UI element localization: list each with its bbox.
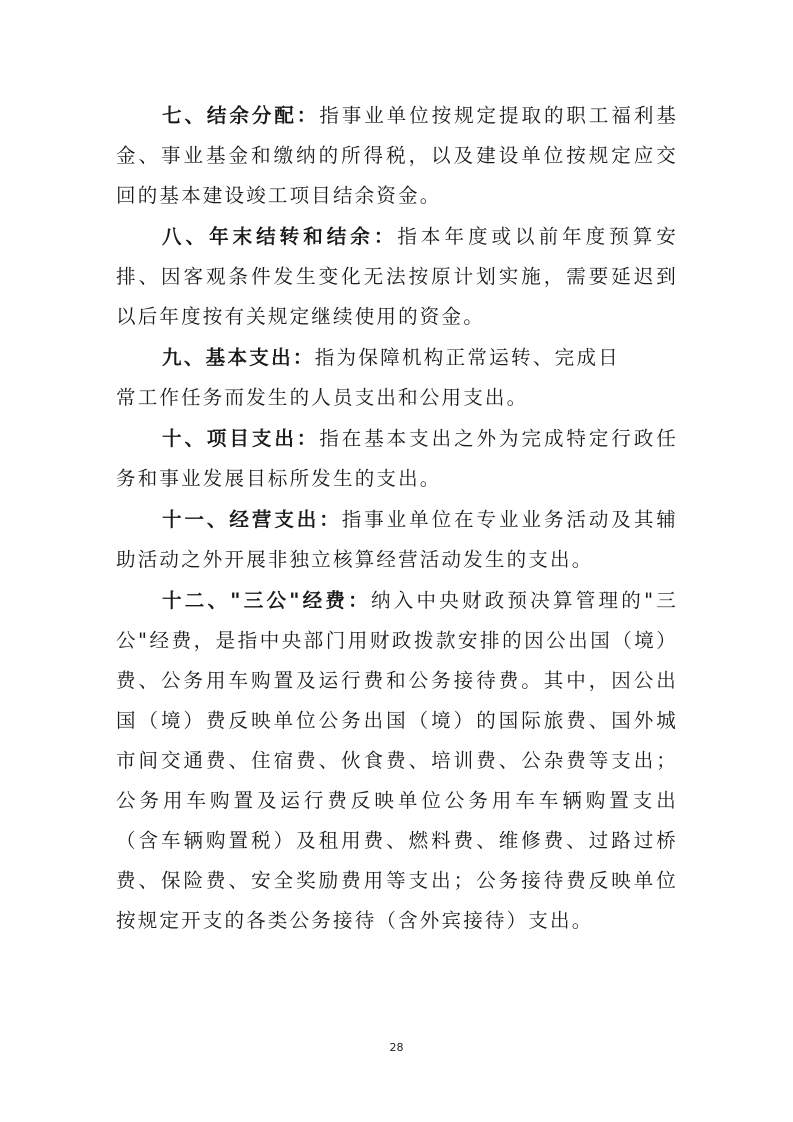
term-definition: 纳入中央财政预决算管理的"三公"经费，是指中央部门用财政拨款安排的因公出国（境）费、公务用车购置及运行费和公务接待费。其中，因公出国（境）费反映单位公务出国（境）的国际旅费、国外城市间交通费、住宿费、伙食费、培训费、公杂费等支出；公务用车购置及运行费反映单位公务用车车辆购置支出（含车辆购置税）及租用费、燃料费、维修费、过路过桥费、保险费、安全奖励费用等支出；公务接待费反映单位按规定开支的各类公务接待（含外宾接待）支出。 bbox=[116, 589, 678, 932]
term-definition: 指事业单位按规定提取的职工福利基金、事业基金和缴纳的所得税，以及建设单位按规定应交回的基本建设竣工项目结余资金。 bbox=[116, 104, 678, 207]
term-heading: 九、基本支出： bbox=[162, 346, 315, 369]
document-body bbox=[116, 96, 678, 942]
term-heading: 十、项目支出： bbox=[162, 427, 320, 450]
term-definition: 指为保障机构正常运转、完成日常工作任务而发生的人员支出和公用支出。 bbox=[116, 346, 620, 409]
paragraph-three-public-expenses bbox=[116, 581, 678, 941]
term-definition: 指本年度或以前年度预算安排、因客观条件发生变化无法按原计划实施，需要延迟到以后年度按有关规定继续使用的资金。 bbox=[116, 225, 678, 328]
paragraph-basic-expenditure bbox=[116, 338, 620, 418]
term-definition: 指在基本支出之外为完成特定行政任务和事业发展目标所发生的支出。 bbox=[116, 427, 678, 490]
page-number: 28 bbox=[389, 1041, 404, 1054]
paragraph-year-end-carryover bbox=[116, 217, 678, 337]
term-heading: 十二、"三公"经费： bbox=[162, 589, 371, 612]
term-definition: 指事业单位在专业业务活动及其辅助活动之外开展非独立核算经营活动发生的支出。 bbox=[116, 508, 678, 571]
paragraph-project-expenditure bbox=[116, 419, 678, 499]
term-heading: 七、结余分配： bbox=[162, 104, 320, 127]
paragraph-balance-distribution bbox=[116, 96, 678, 216]
term-heading: 十一、经营支出： bbox=[162, 508, 342, 531]
term-heading: 八、年末结转和结余： bbox=[162, 225, 398, 248]
paragraph-operating-expenditure bbox=[116, 500, 678, 580]
